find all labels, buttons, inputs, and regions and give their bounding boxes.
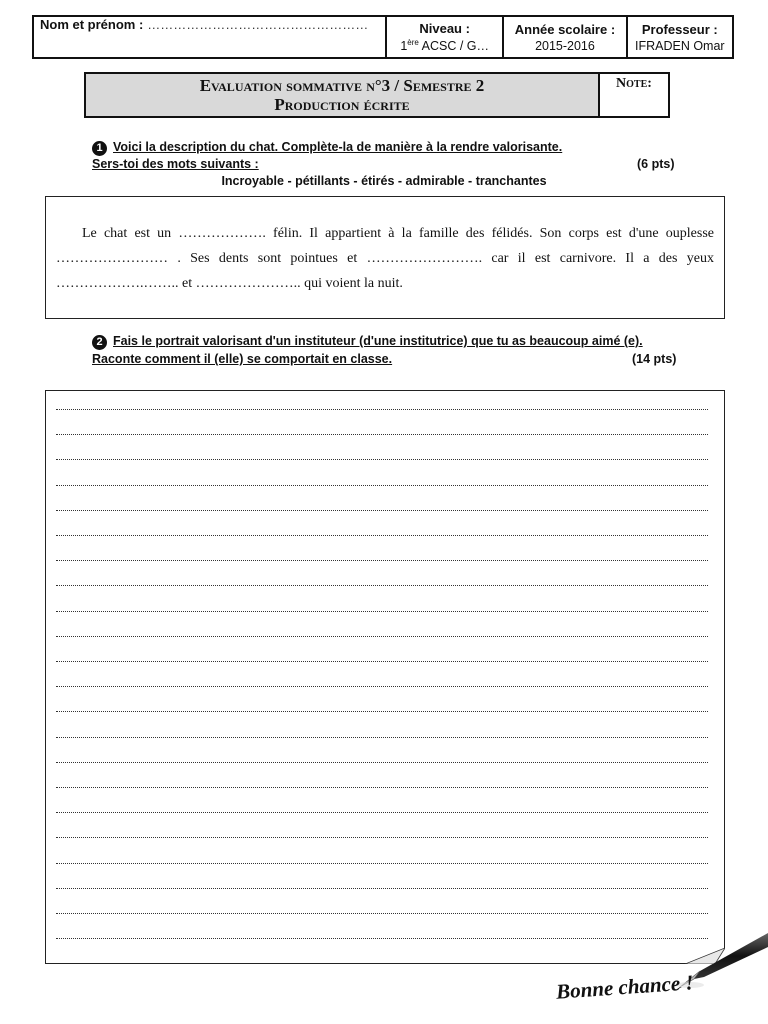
annee-cell [504, 17, 627, 57]
name-cell [34, 17, 387, 57]
q1-words: Incroyable - pétillants - étirés - admirable - tranchantes [221, 174, 547, 188]
q1-instruction [92, 140, 562, 156]
writing-line[interactable] [56, 711, 708, 712]
niveau-cell [387, 17, 504, 57]
niveau-sup: ère [407, 37, 419, 47]
note-label: Note: [616, 76, 652, 91]
writing-line[interactable] [56, 913, 708, 914]
writing-line[interactable] [56, 737, 708, 738]
q1-instruction-text: Voici la description du chat. Complète-la de manière à la rendre valorisante. [113, 140, 563, 154]
writing-line[interactable] [56, 434, 708, 435]
q2-instruction2-text: Raconte comment il (elle) se comportait en classe. [92, 352, 393, 366]
writing-line[interactable] [56, 560, 708, 561]
annee-value: 2015-2016 [535, 38, 595, 53]
writing-line[interactable] [56, 535, 708, 536]
writing-line[interactable] [56, 863, 708, 864]
niveau-label: Niveau : [419, 20, 470, 36]
writing-line[interactable] [56, 611, 708, 612]
header-table [32, 15, 734, 59]
q2-instruction2 [92, 352, 392, 366]
closing-text: Bonne chance ! [555, 970, 695, 1004]
q1-instruction2-text: Sers-toi des mots suivants : [92, 157, 259, 171]
writing-line[interactable] [56, 585, 708, 586]
niveau-num: 1 [400, 39, 408, 54]
prof-label: Professeur : [641, 21, 718, 37]
niveau-value: ACSC / G… [418, 39, 489, 54]
prof-value: IFRADEN Omar [635, 38, 725, 53]
writing-line[interactable] [56, 510, 708, 511]
q1-instruction2 [92, 157, 259, 171]
name-label: Nom et prénom : [40, 17, 144, 32]
writing-line[interactable] [56, 837, 708, 838]
q2-instruction-text: Fais le portrait valorisant d'un instituteur (d'une institutrice) que tu as beaucoup aimé (e). [113, 334, 643, 348]
annee-label: Année scolaire : [514, 21, 616, 37]
title-box [84, 72, 670, 118]
writing-line[interactable] [56, 938, 708, 939]
writing-line[interactable] [56, 888, 708, 889]
q2-number: 2 [92, 335, 107, 350]
name-dots: …………………………………………… [147, 17, 369, 32]
q1-number: 1 [92, 141, 107, 156]
writing-line[interactable] [56, 812, 708, 813]
prof-cell [628, 17, 732, 57]
writing-line[interactable] [56, 787, 708, 788]
title-main [86, 74, 600, 116]
q2-instruction [92, 334, 643, 350]
q1-text: Le chat est un ………………. félin. Il appartient à la famille des félidés. Son corps est d'une ouplesse …………………… . Ses dents sont pointues et ……………………. car il est carnivore. Il a des yeux ……………….…….. et ………………….. qui voient la nuit. [56, 226, 714, 291]
q1-text-box [45, 196, 725, 319]
writing-line[interactable] [56, 485, 708, 486]
title-line1: Evaluation sommative n°3 / Semestre 2 [199, 76, 485, 95]
writing-line[interactable] [56, 409, 708, 410]
writing-line[interactable] [56, 686, 708, 687]
q2-points: (14 pts) [632, 352, 677, 366]
writing-line[interactable] [56, 762, 708, 763]
writing-line[interactable] [56, 459, 708, 460]
niveau-value-wrap [400, 38, 489, 53]
q1-points: (6 pts) [637, 157, 675, 171]
writing-line[interactable] [56, 661, 708, 662]
title-line2: Production écrite [274, 95, 410, 114]
writing-line[interactable] [56, 636, 708, 637]
q2-writing-box[interactable] [45, 390, 725, 964]
